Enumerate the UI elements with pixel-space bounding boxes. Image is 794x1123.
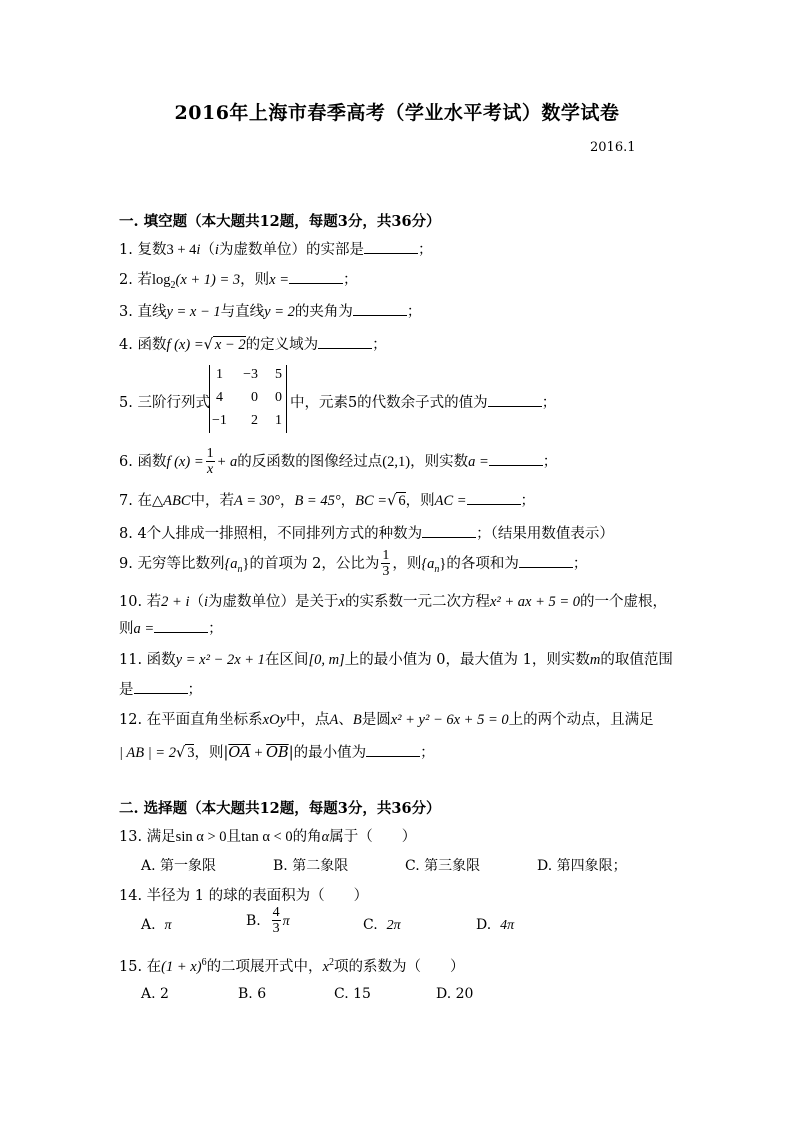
answer-blank[interactable] — [519, 554, 573, 568]
q13-option-a[interactable]: A. 第一象限 — [141, 858, 217, 874]
section-fill-in-heading: 一. 填空题（本大题共12题，每题3分，共36分） — [119, 213, 441, 230]
fraction: $\frac{1}{3}$ — [382, 548, 390, 580]
question-12-line-2: | AB | = 2√ 3，则$|\overline{OA} + \overline{OB}|$的最小值为 ； — [119, 745, 435, 761]
determinant-matrix: 1 −3 5 4 0 0 −1 2 1 — [209, 365, 287, 433]
vector-ob: $\overline{OB}$ — [266, 745, 289, 761]
fraction: $\frac{4}{3}$ — [272, 905, 280, 937]
answer-blank[interactable] — [422, 524, 476, 538]
answer-blank[interactable] — [353, 302, 407, 316]
answer-blank[interactable] — [488, 393, 542, 407]
q13-option-b[interactable]: B. 第二象限 — [273, 858, 349, 874]
section-choice-heading: 二. 选择题（本大题共12题，每题3分，共36分） — [119, 800, 441, 817]
question-11: 11. 函数y = x² − 2x + 1在区间[0, m]上的最小值为 0，最大值为 1，则实数m的取值范围 — [119, 652, 673, 668]
q15-option-b[interactable]: B. 6 — [238, 986, 267, 1002]
sqrt-sign: √ — [203, 337, 213, 353]
q15-option-c[interactable]: C. 15 — [334, 986, 371, 1002]
question-3: 3. 直线y = x − 1与直线y = 2的夹角为 ； — [119, 304, 422, 320]
q13-option-d[interactable]: D. 第四象限； — [537, 858, 627, 874]
answer-blank[interactable] — [489, 452, 543, 466]
question-5: 5. 三阶行列式 中，元素5的代数余子式的值为 ； — [119, 395, 557, 411]
fraction: $\frac{1}{x}$ — [206, 446, 214, 478]
question-4: 4. 函数f (x) =√ x − 2的定义域为 ； — [119, 337, 387, 353]
answer-blank[interactable] — [318, 335, 372, 349]
page-title: 2016年上海市春季高考（学业水平考试）数学试卷 — [174, 102, 620, 124]
answer-blank[interactable] — [154, 619, 208, 633]
answer-blank[interactable] — [289, 270, 343, 284]
answer-blank[interactable] — [364, 240, 418, 254]
q14-option-c[interactable]: C. 2π — [363, 917, 401, 933]
question-8: 8. 4个人排成一排照相，不同排列方式的种数为 ；（结果用数值表示） — [119, 526, 614, 542]
sqrt-sign: √ — [387, 493, 397, 509]
vector-oa: $\overline{OA}$ — [228, 745, 251, 761]
question-9: 9. 无穷等比数列$\{a_n\}$的首项为 2，公比为 $\frac{1}{3}$ ，则$\{a_n\}$的各项和为 ； — [119, 548, 588, 580]
question-1: 1. 复数3 + 4i（i为虚数单位）的实部是 ； — [119, 242, 433, 258]
question-6: 6. 函数f (x) = $\frac{1}{x}$ + a的反函数的图像经过点(2,1)，则实数a = ； — [119, 446, 558, 478]
exam-date: 2016.1 — [590, 140, 636, 155]
answer-blank[interactable] — [366, 743, 420, 757]
question-14: 14. 半径为 1 的球的表面积为（ ） — [119, 888, 369, 904]
question-13: 13. 满足sin α > 0且tan α < 0的角α属于（ ） — [119, 829, 417, 845]
question-15: 15. 在$(1 + x)^6$的二项展开式中，$x^2$项的系数为（ ） — [119, 957, 465, 975]
question-2: 2. 若$\log_2(x + 1) = 3$，则x = ； — [119, 272, 358, 291]
question-10-line-2: 则a = ； — [119, 621, 223, 637]
answer-blank[interactable] — [467, 491, 521, 505]
q15-option-a[interactable]: A. 2 — [141, 986, 169, 1002]
question-11-line-2: 是 ； — [119, 682, 202, 698]
q14-option-d[interactable]: D. 4π — [476, 917, 515, 933]
q14-option-b[interactable]: B. $\frac{4}{3}$ π — [246, 905, 290, 937]
question-12: 12. 在平面直角坐标系xOy中，点A、B是圆x² + y² − 6x + 5 = 0上的两个动点，且满足 — [119, 712, 654, 728]
question-7: 7. 在△ABC中，若A = 30°，B = 45°，BC =√ 6，则AC = ； — [119, 493, 536, 509]
answer-blank[interactable] — [134, 680, 188, 694]
sqrt-sign: √ — [175, 745, 186, 761]
q14-option-a[interactable]: A. π — [141, 917, 172, 933]
question-10: 10. 若2 + i（i为虚数单位）是关于x的实系数一元二次方程x² + ax + 5 = 0的一个虚根， — [119, 594, 668, 610]
q15-option-d[interactable]: D. 20 — [436, 986, 474, 1002]
q13-option-c[interactable]: C. 第三象限 — [405, 858, 481, 874]
